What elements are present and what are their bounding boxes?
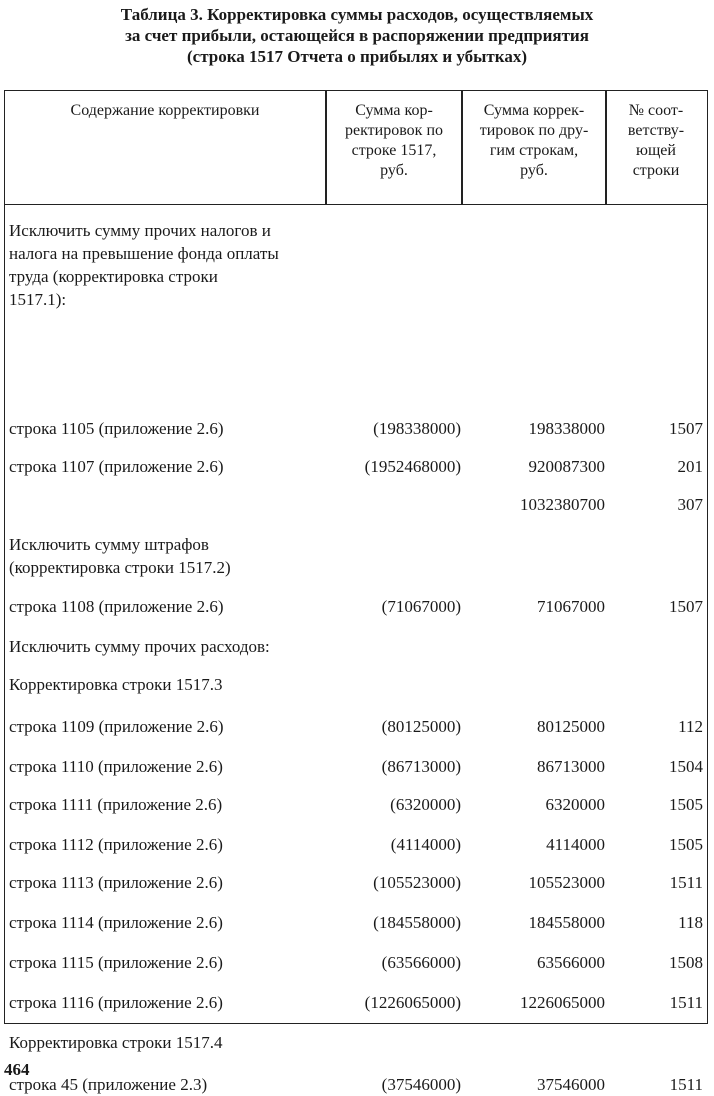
row-description-line: строка 1109 (приложение 2.6) [9,717,224,736]
row-description-line: Исключить сумму прочих расходов: [9,637,270,656]
row-description [9,911,329,934]
row-description-line: Корректировка строки 1517.3 [9,675,223,694]
sum-1517-cell: (86713000) [381,757,461,776]
row-number-cell: 118 [678,913,703,932]
row-number-cell: 1508 [669,953,703,972]
row-description-line: строка 1110 (приложение 2.6) [9,757,223,776]
sum-1517-cell: (105523000) [373,873,461,892]
row-description-line: строка 1114 (приложение 2.6) [9,913,223,932]
row-description-line: 1517.1): [9,290,67,309]
header-content [5,91,325,203]
header-row-number-line: ющей [636,142,676,159]
sum-1517-cell: (198338000) [373,419,461,438]
row-number-cell: 1507 [669,419,703,438]
sum-1517-cell: (80125000) [381,717,461,736]
header-content-label: Содержание корректировки [70,102,260,119]
row-description [9,871,329,894]
row-number-cell: 1507 [669,597,703,616]
row-description-line: налога на превышение фонда оплаты [9,244,279,263]
row-description-line: строка 1107 (приложение 2.6) [9,457,224,476]
row-description [9,833,329,856]
row-description-line: строка 1105 (приложение 2.6) [9,419,224,438]
row-description-line: строка 1111 (приложение 2.6) [9,795,223,814]
header-sum-1517 [327,91,461,203]
header-row-number-line: строки [632,162,680,179]
sum-other-cell: 184558000 [528,913,605,932]
row-description [9,715,329,738]
row-description-line: Исключить сумму штрафов [9,535,209,554]
row-description-line: строка 1108 (приложение 2.6) [9,597,224,616]
sum-other-cell: 4114000 [546,835,605,854]
row-description [9,673,329,696]
table-title [0,4,714,67]
table-title-line-2: за счет прибыли, остающейся в распоряжении предприятия [125,26,589,45]
row-number-cell: 1505 [669,795,703,814]
table-header-row [5,91,707,205]
sum-other-cell: 37546000 [537,1075,605,1094]
row-description [9,595,329,618]
table-title-line-3: (строка 1517 Отчета о прибылях и убытках) [187,47,527,66]
sum-1517-cell: (1952468000) [364,457,461,476]
page-number: 464 [4,1060,30,1079]
row-description [9,991,329,1014]
row-number-cell: 112 [678,717,703,736]
sum-other-cell: 6320000 [545,795,605,814]
sum-1517-cell: (184558000) [373,913,461,932]
header-row-number-line: ветству- [627,122,685,139]
row-number-cell: 1504 [669,757,703,776]
row-description [9,755,329,778]
sum-1517-cell: (6320000) [390,795,461,814]
row-number-cell: 307 [677,495,703,514]
row-description [9,533,329,579]
header-sum-1517-line: ректировок по [345,122,443,139]
row-number-cell: 1511 [669,1075,703,1094]
sum-1517-cell: (1226065000) [364,993,461,1012]
row-description-line: строка 1115 (приложение 2.6) [9,953,223,972]
header-sum-1517-line: строке 1517, [351,142,437,159]
row-description [9,219,329,311]
header-sum-other-line: руб. [520,162,548,179]
row-description [9,493,329,516]
table-title-line-1: Таблица 3. Корректировка суммы расходов, осуществляемых [120,5,594,24]
row-description [9,951,329,974]
header-sum-other-line: гим строкам, [489,142,579,159]
sum-other-cell: 920087300 [528,457,605,476]
row-number-cell: 1505 [669,835,703,854]
row-number-cell: 1511 [669,993,703,1012]
row-description-line: строка 1116 (приложение 2.6) [9,993,223,1012]
row-description [9,635,329,658]
row-description-line: строка 1112 (приложение 2.6) [9,835,223,854]
row-description [9,455,329,478]
sum-other-cell: 63566000 [537,953,605,972]
sum-1517-cell: (37546000) [381,1075,461,1094]
sum-other-cell: 71067000 [537,597,605,616]
row-description-line: Корректировка строки 1517.4 [9,1033,223,1052]
header-sum-other-line: тировок по дру- [479,122,589,139]
row-number-cell: 1511 [669,873,703,892]
row-description-line: труда (корректировка строки [9,267,218,286]
sum-1517-cell: (63566000) [381,953,461,972]
sum-other-cell: 80125000 [537,717,605,736]
row-number-cell: 201 [677,457,703,476]
row-description-line: строка 45 (приложение 2.3) [9,1075,208,1094]
row-description-line: Исключить сумму прочих налогов и [9,221,271,240]
row-description [9,1031,329,1054]
sum-other-cell: 1226065000 [520,993,605,1012]
sum-other-cell: 86713000 [537,757,605,776]
header-sum-1517-line: руб. [380,162,408,179]
row-description [9,417,329,440]
row-description-line [9,493,329,516]
sum-other-cell: 105523000 [528,873,605,892]
header-row-number [607,91,705,203]
header-sum-other-line: Сумма коррек- [483,102,585,119]
sum-other-cell: 198338000 [528,419,605,438]
row-description [9,793,329,816]
row-description [9,1073,329,1096]
sum-other-cell: 1032380700 [520,495,605,514]
row-description-line: строка 1113 (приложение 2.6) [9,873,223,892]
header-sum-1517-line: Сумма кор- [355,102,433,119]
sum-1517-cell: (71067000) [381,597,461,616]
row-description-line: (корректировка строки 1517.2) [9,558,231,577]
header-sum-other [463,91,605,203]
sum-1517-cell: (4114000) [390,835,461,854]
header-row-number-line: № соот- [628,102,684,119]
